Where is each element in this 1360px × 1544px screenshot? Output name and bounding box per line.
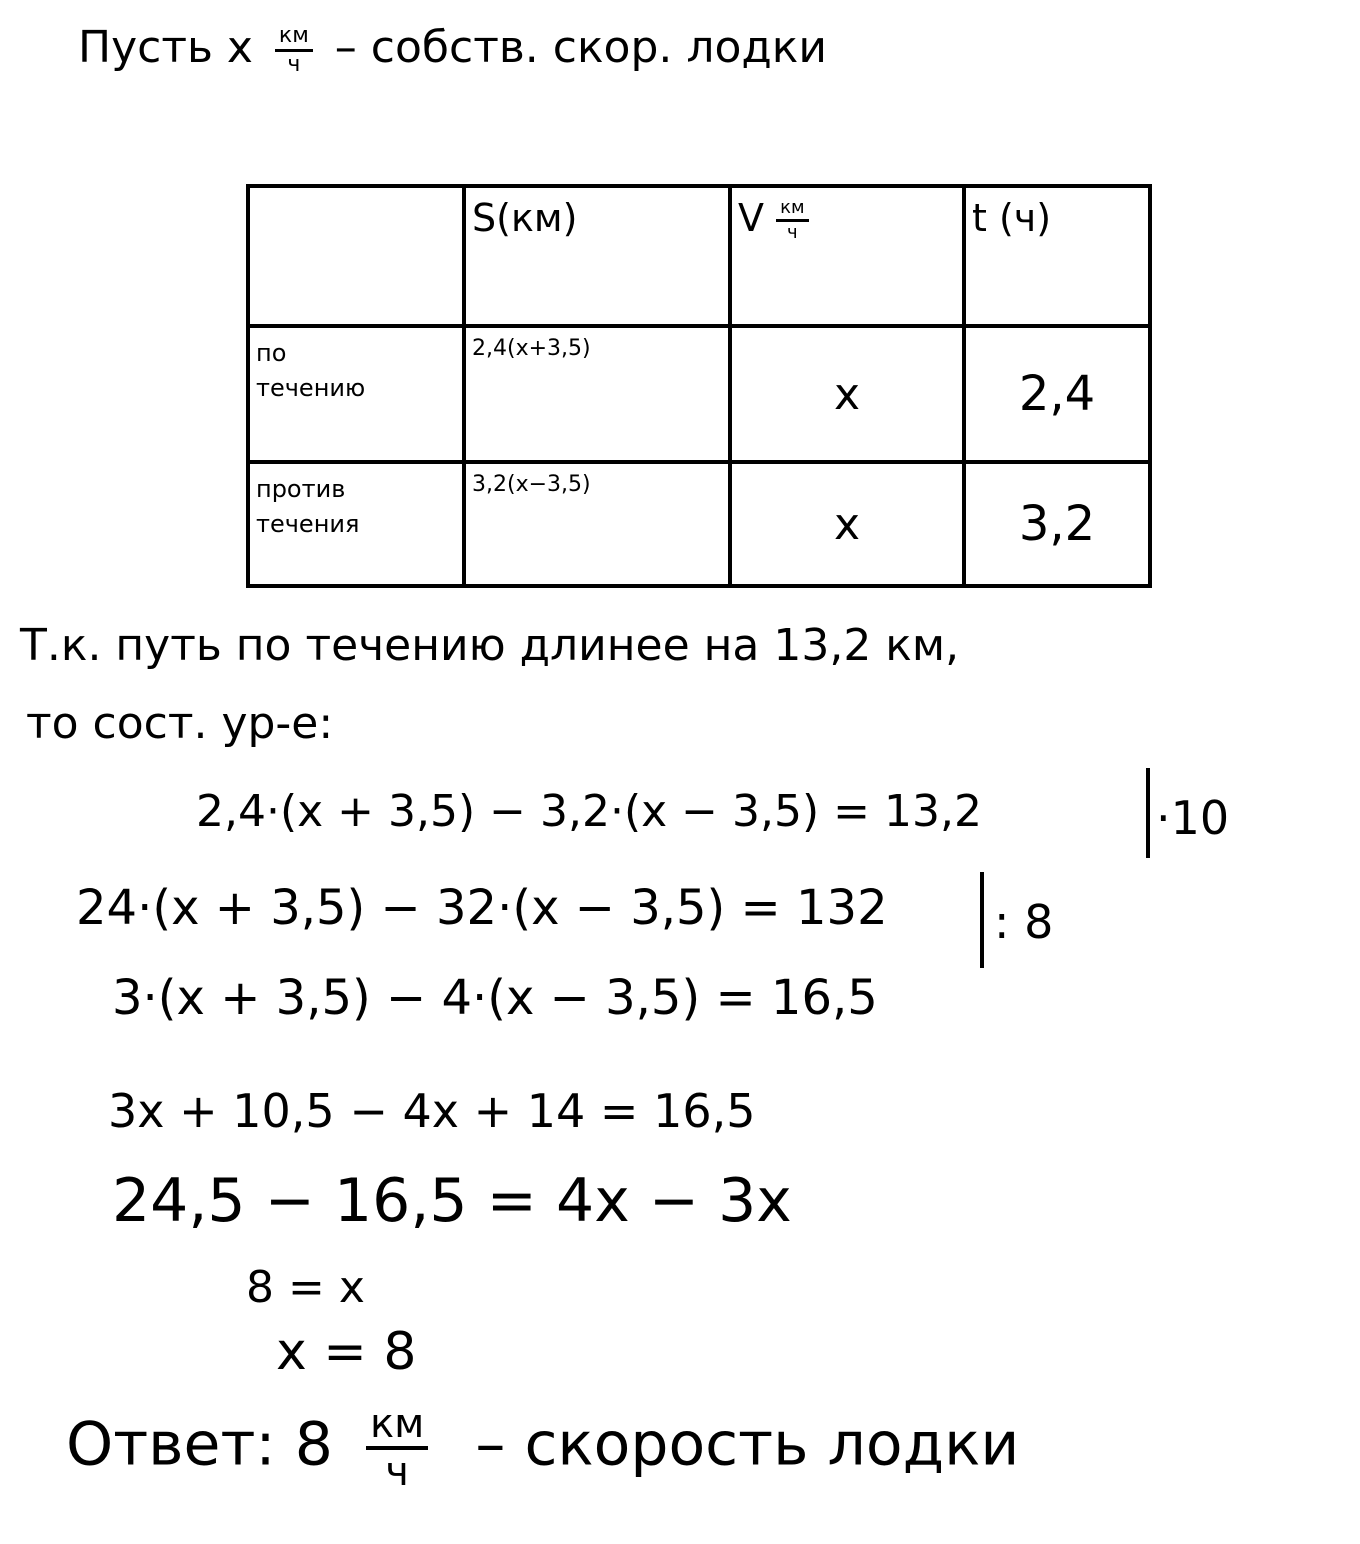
row-label-upstream (248, 462, 464, 586)
equation-4: 3x + 10,5 − 4x + 14 = 16,5 (108, 1084, 756, 1138)
header-speed-unit (776, 199, 808, 242)
equation-6: 8 = x (246, 1262, 365, 1313)
row-label-line1: по (256, 339, 287, 367)
row-label-downstream (248, 326, 464, 462)
table-header-row (248, 186, 1150, 326)
header-distance: S(км) (464, 186, 730, 326)
intro-unit-numerator: км (275, 25, 313, 52)
intro-unit-fraction (275, 22, 313, 77)
equation-5: 24,5 − 16,5 = 4x − 3x (112, 1166, 792, 1236)
cell-speed: x (730, 462, 964, 586)
row-label-line1: против (256, 475, 346, 503)
equation-3: 3·(x + 3,5) − 4·(x − 3,5) = 16,5 (112, 970, 878, 1026)
cell-distance: 3,2(x−3,5) (464, 462, 730, 586)
cell-speed: x (730, 326, 964, 462)
multiply-by-10-note: ·10 (1146, 768, 1229, 858)
answer-label: Ответ: 8 (66, 1409, 333, 1480)
equation-1: 2,4·(x + 3,5) − 3,2·(x − 3,5) = 13,2 (196, 786, 982, 837)
table-row (248, 462, 1150, 586)
row-label-line2: течения (256, 509, 360, 538)
intro-rest: – собств. скор. лодки (334, 22, 827, 73)
header-speed-unit-num: км (776, 199, 808, 222)
intro-text: Пусть x (78, 22, 253, 73)
answer-line (66, 1401, 1020, 1495)
cell-time: 2,4 (964, 326, 1150, 462)
header-empty-cell (248, 186, 464, 326)
answer-rest: – скорость лодки (475, 1409, 1020, 1480)
reasoning-line-1: Т.к. путь по течению длинее на 13,2 км, (20, 620, 960, 671)
answer-unit-numerator: км (366, 1404, 428, 1450)
intro-line (78, 22, 827, 76)
answer-unit-denominator: ч (385, 1449, 409, 1495)
row-label-line2: течению (256, 373, 366, 402)
equation-2: 24·(x + 3,5) − 32·(x − 3,5) = 132 (76, 880, 888, 936)
reasoning-line-2: то сост. ур-е: (26, 698, 334, 749)
table-row (248, 326, 1150, 462)
speed-table (246, 184, 1152, 588)
equation-7: x = 8 (276, 1322, 417, 1382)
cell-time: 3,2 (964, 462, 1150, 586)
intro-unit-denominator: ч (287, 51, 301, 77)
divide-by-8-note: : 8 (980, 872, 1053, 968)
header-speed (730, 186, 964, 326)
header-time: t (ч) (964, 186, 1150, 326)
header-speed-unit-den: ч (787, 222, 798, 243)
header-speed-label: V (738, 196, 764, 240)
cell-distance: 2,4(x+3,5) (464, 326, 730, 462)
answer-unit-fraction (366, 1401, 428, 1495)
